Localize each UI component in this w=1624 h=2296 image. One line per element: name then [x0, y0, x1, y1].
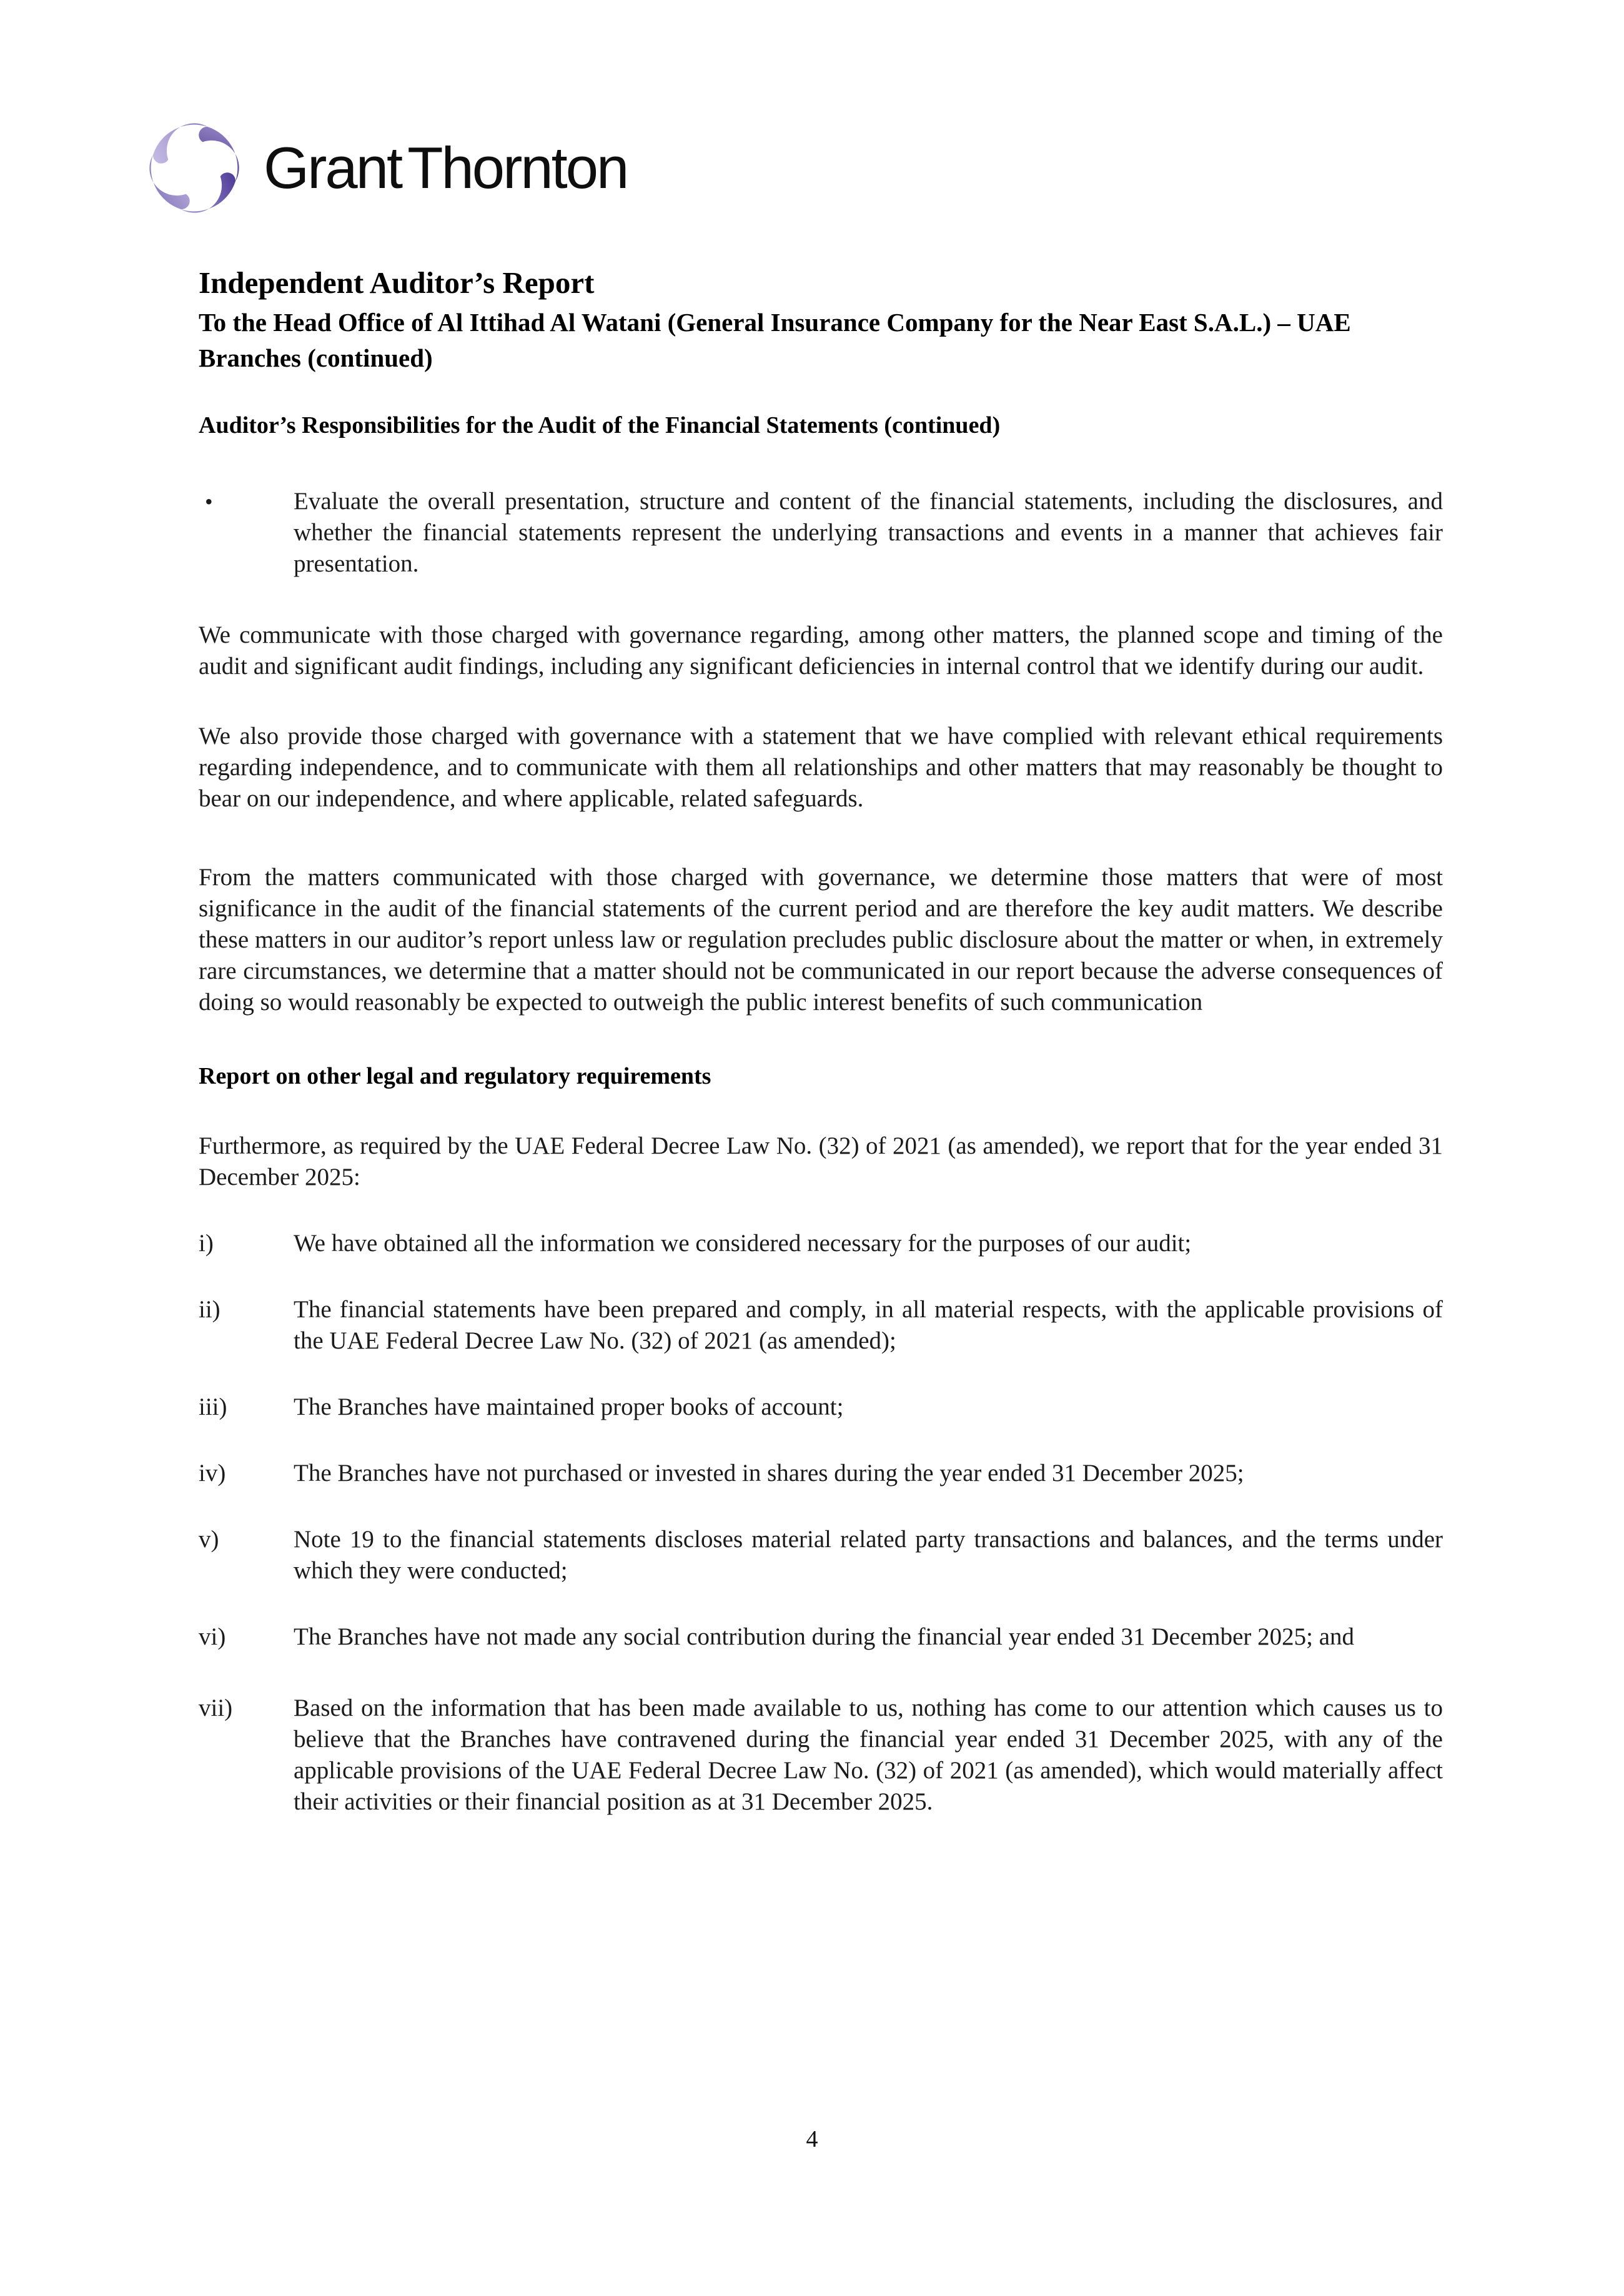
list-item-vi [199, 1621, 1443, 1653]
list-item-i [199, 1228, 1443, 1259]
paragraph-we-communicate: We communicate with those charged with governance regarding, among other matters, the planned scope and timing of the audit and significant audit findings, including any significant deficiencies in internal control that we identify during our audit. [199, 621, 1443, 680]
report-addressee: To the Head Office of Al Ittihad Al Watani (General Insurance Company for the Near East S.A.L.) – UAE Branches (continued) [199, 308, 1351, 372]
bullet-marker: • [205, 489, 213, 514]
list-item-text: The Branches have not purchased or invested in shares during the year ended 31 December 2025; [294, 1460, 1244, 1487]
list-item-marker: vii) [199, 1695, 233, 1721]
list-item-text: The financial statements have been prepared and comply, in all material respects, with the applicable provisions of the UAE Federal Decree Law No. (32) of 2021 (as amended); [294, 1296, 1443, 1354]
list-item-marker: iv) [199, 1460, 226, 1487]
bullet-item-evaluate-presentation [199, 486, 1443, 580]
list-item-vii [199, 1693, 1443, 1818]
section-heading-legal-regulatory: Report on other legal and regulatory requirements [199, 1063, 711, 1089]
list-item-text: Note 19 to the financial statements discloses material related party transactions and balances, and the terms under which they were conducted; [294, 1526, 1443, 1584]
list-item-marker: vi) [199, 1623, 226, 1650]
wordmark-grant: Grant [264, 135, 402, 200]
list-item-marker: iii) [199, 1393, 227, 1420]
list-item-v [199, 1524, 1443, 1586]
bullet-item-text: Evaluate the overall presentation, structure and content of the financial statements, including the disclosures, and whether the financial statements represent the underlying transactions and events in a manner that achieves fair presentation. [294, 488, 1443, 577]
page-number: 4 [806, 2126, 818, 2152]
wordmark-thornton: Thornton [407, 135, 628, 200]
list-item-marker: v) [199, 1526, 219, 1553]
list-item-text: The Branches have not made any social contribution during the financial year ended 31 December 2025; and [294, 1623, 1355, 1650]
list-item-text: The Branches have maintained proper books of account; [294, 1393, 844, 1420]
list-item-marker: ii) [199, 1296, 220, 1323]
paragraph-furthermore-intro: Furthermore, as required by the UAE Federal Decree Law No. (32) of 2021 (as amended), we report that for the year ended 31 December 2025: [199, 1132, 1443, 1190]
report-body [199, 0, 1443, 1818]
list-item-marker: i) [199, 1230, 214, 1257]
section-heading-auditors-responsibilities: Auditor’s Responsibilities for the Audit of the Financial Statements (continued) [199, 412, 1001, 438]
list-item-text: We have obtained all the information we considered necessary for the purposes of our audit; [294, 1230, 1192, 1257]
list-item-iv [199, 1458, 1443, 1489]
paragraph-we-also-provide: We also provide those charged with governance with a statement that we have complied with relevant ethical requirements regarding independence, and to communicate with them all relationships and other matters that may reasonably be thought to bear on our independence, and where applicable, related safeguards. [199, 723, 1443, 812]
list-item-iii [199, 1392, 1443, 1423]
list-item-ii [199, 1294, 1443, 1357]
paragraph-from-the-matters: From the matters communicated with those charged with governance, we determine those matters that were of most significance in the audit of the financial statements of the current period and are therefore the key audit matters. We describe these matters in our auditor’s report unless law or regulation precludes public disclosure about the matter or when, in extremely rare circumstances, we determine that a matter should not be communicated in our report because the adverse consequences of doing so would reasonably be expected to outweigh the public interest benefits of such communication [199, 864, 1443, 1016]
list-item-text: Based on the information that has been made available to us, nothing has come to our attention which causes us to believe that the Branches have contravened during the financial year ended 31 December 2025, with any of the applicable provisions of the UAE Federal Decree Law No. (32) of 2021 (as amended), which would materially affect their activities or their financial position as at 31 December 2025. [294, 1695, 1443, 1815]
page-title: Independent Auditor’s Report [199, 265, 595, 300]
